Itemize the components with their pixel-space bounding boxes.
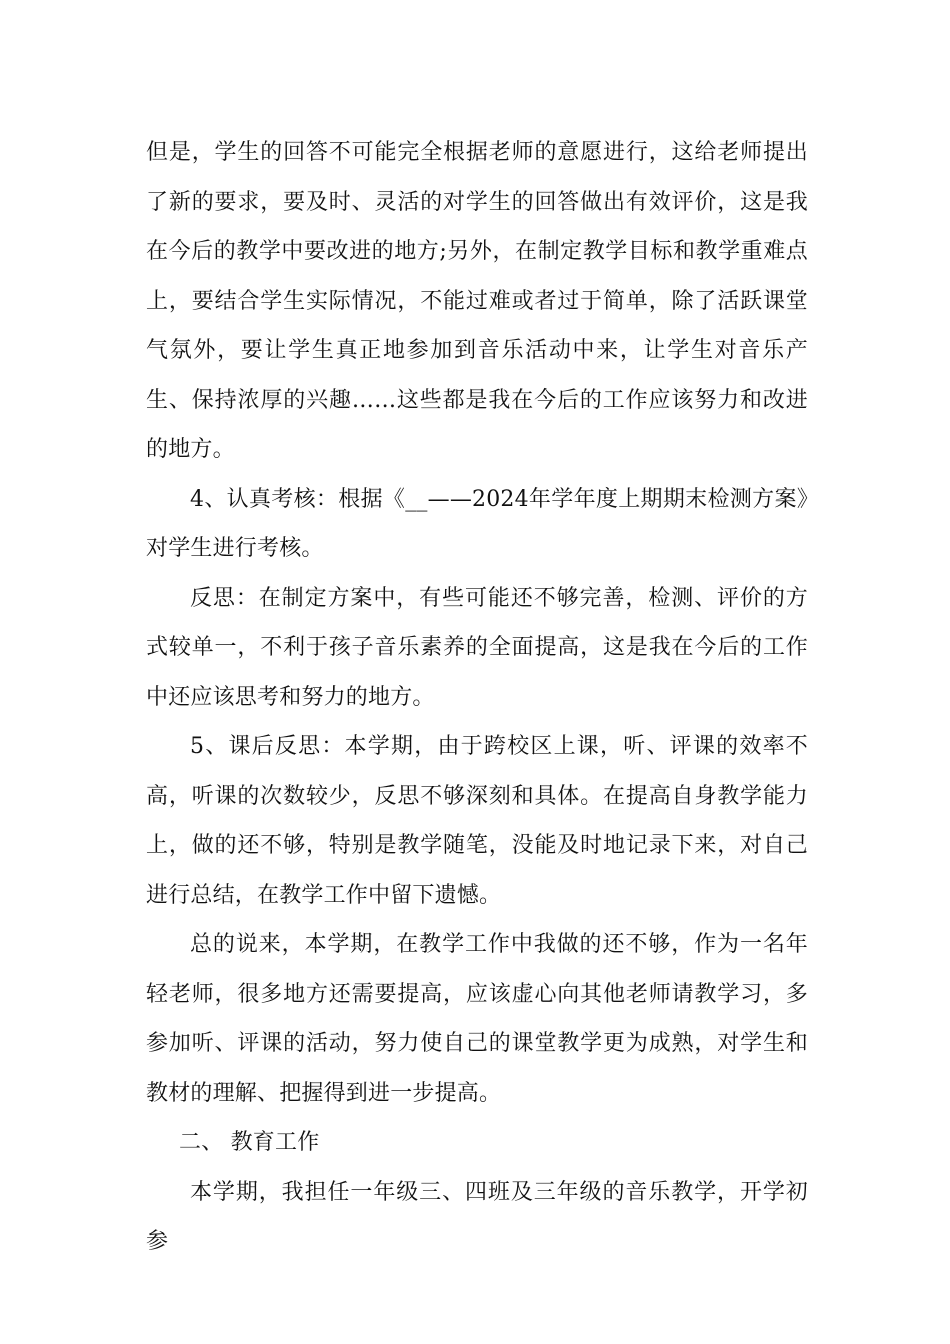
document-body — [146, 128, 808, 1267]
paragraph-after-class-reflection: 5、课后反思：本学期，由于跨校区上课，听、评课的效率不高，听课的次数较少，反思不够深刻和具体。在提高自身教学能力上，做的还不够，特别是教学随笔，没能及时地记录下来，对自己进行总结，在教学工作中留下遗憾。 — [146, 734, 808, 908]
paragraph-assessment: 4、认真考核：根据《__——2024年学年度上期期末检测方案》对学生进行考核。 — [146, 486, 808, 561]
section-heading-education-work: 二、 教育工作 — [179, 1130, 320, 1155]
paragraph-education-intro: 本学期，我担任一年级三、四班及三年级的音乐教学，开学初参 — [146, 1179, 808, 1254]
paragraph-assessment-reflection: 反思：在制定方案中，有些可能还不够完善，检测、评价的方式较单一，不利于孩子音乐素养的全面提高，这是我在今后的工作中还应该思考和努力的地方。 — [146, 585, 808, 710]
paragraph-reflection-continued: 但是，学生的回答不可能完全根据老师的意愿进行，这给老师提出了新的要求，要及时、灵活的对学生的回答做出有效评价，这是我在今后的教学中要改进的地方;另外，在制定教学目标和教学重难点上，要结合学生实际情况，不能过难或者过于简单，除了活跃课堂气氛外，要让学生真正地参加到音乐活动中来，让学生对音乐产生、保持浓厚的兴趣……这些都是我在今后的工作应该努力和改进的地方。 — [146, 140, 808, 462]
paragraph-summary: 总的说来，本学期，在教学工作中我做的还不够，作为一名年轻老师，很多地方还需要提高，应该虚心向其他老师请教学习，多参加听、评课的活动，努力使自己的课堂教学更为成熟，对学生和教材的理解、把握得到进一步提高。 — [146, 932, 808, 1106]
